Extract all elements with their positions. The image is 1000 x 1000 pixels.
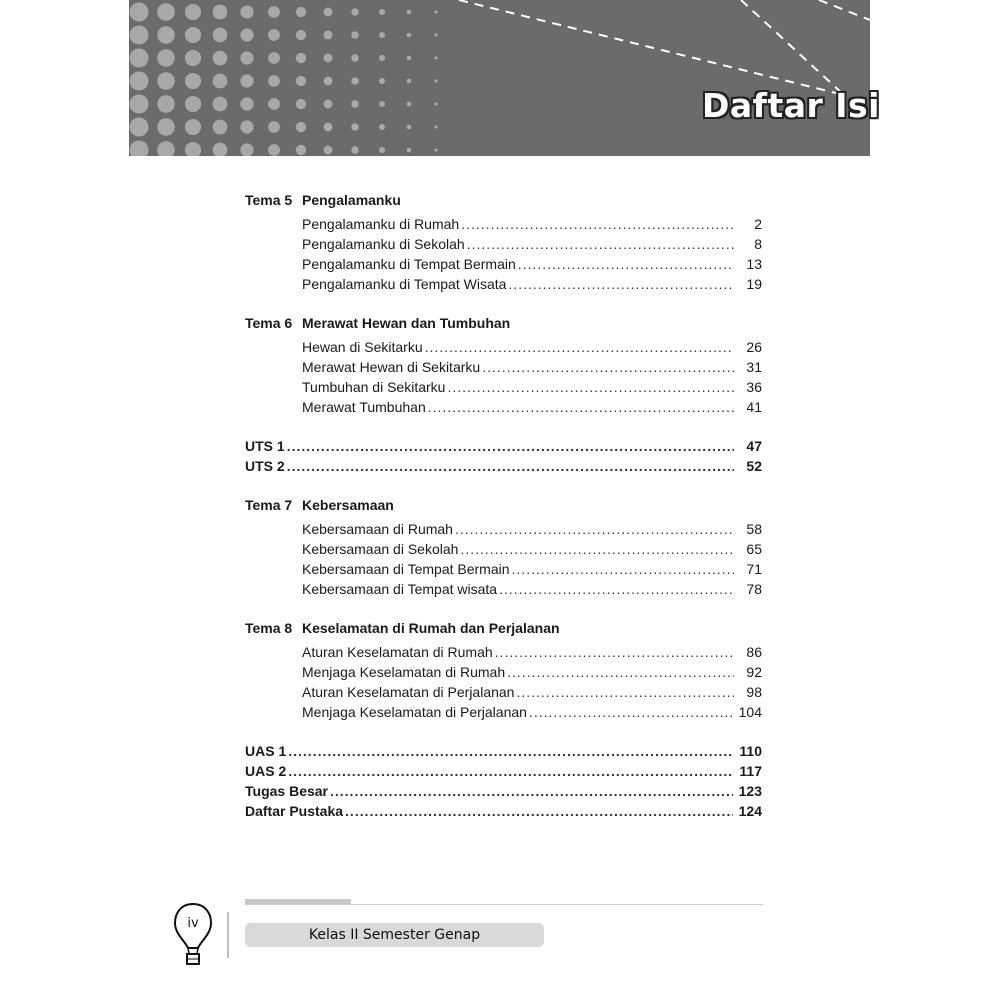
banner-dot — [324, 31, 333, 40]
theme-heading — [245, 618, 762, 638]
theme-number: Tema 5 — [245, 192, 293, 208]
banner-dot — [213, 28, 228, 43]
banner-dot — [379, 9, 385, 15]
toc-entry-page: 26 — [746, 339, 762, 355]
toc-entry[interactable] — [245, 702, 762, 722]
dot-leader — [507, 662, 734, 682]
dot-leader — [330, 781, 733, 801]
banner-dot — [268, 121, 280, 133]
banner-dot — [240, 120, 253, 133]
toc-entry-label: Pengalamanku di Tempat Wisata — [302, 276, 507, 292]
banner-dot — [351, 54, 358, 61]
banner-dot — [379, 78, 385, 84]
banner-dot — [240, 5, 253, 18]
toc-section — [245, 190, 762, 294]
banner-dot — [351, 31, 358, 38]
toc-entry-label: UTS 2 — [245, 458, 285, 474]
toc-section — [245, 495, 762, 599]
banner-dot — [157, 118, 175, 136]
banner-dot — [407, 33, 412, 38]
banner-dot — [351, 77, 358, 84]
toc-main-entry[interactable] — [245, 801, 762, 821]
toc-main-entry[interactable] — [245, 436, 762, 456]
banner-dot — [268, 52, 280, 64]
banner-dot — [157, 95, 175, 113]
dot-leader — [467, 234, 734, 254]
toc-entry-page: 71 — [746, 561, 762, 577]
dot-leader — [288, 761, 733, 781]
toc-section — [245, 436, 762, 476]
theme-number: Tema 6 — [245, 315, 293, 331]
banner-dot — [213, 5, 228, 20]
banner-dot — [351, 146, 358, 153]
toc-entry-label: Pengalamanku di Rumah — [302, 216, 460, 232]
dot-leader — [495, 642, 734, 662]
theme-heading — [245, 313, 762, 333]
banner-dot — [213, 74, 228, 89]
dot-leader — [287, 436, 734, 456]
toc-entry-label: Pengalamanku di Tempat Bermain — [302, 256, 516, 272]
hot-air-balloon-icon — [173, 902, 213, 966]
banner-dot — [268, 98, 280, 110]
banner-dot — [296, 122, 306, 132]
toc-entry-label: Tugas Besar — [245, 783, 328, 799]
toc-entry-label: Menjaga Keselamatan di Perjalanan — [302, 704, 527, 720]
table-of-contents — [245, 190, 762, 840]
banner-dot — [130, 49, 149, 68]
toc-entry[interactable] — [245, 377, 762, 397]
toc-entry-page: 123 — [738, 783, 762, 799]
toc-entry[interactable] — [245, 357, 762, 377]
toc-section — [245, 313, 762, 417]
toc-main-entry[interactable] — [245, 761, 762, 781]
banner-dot — [268, 144, 280, 156]
toc-entry-page: 52 — [746, 458, 762, 474]
toc-entry-label: Kebersamaan di Tempat wisata — [302, 581, 498, 597]
toc-entry-page: 41 — [746, 399, 762, 415]
banner-dot — [407, 79, 412, 84]
banner-dot — [213, 120, 228, 135]
toc-entry[interactable] — [245, 559, 762, 579]
toc-entry-page: 98 — [746, 684, 762, 700]
banner-dot — [185, 119, 201, 135]
banner-dot — [434, 125, 437, 128]
banner-dot — [407, 102, 412, 107]
banner-dot — [130, 72, 149, 91]
banner-dot — [296, 7, 306, 17]
toc-entry-label: Menjaga Keselamatan di Rumah — [302, 664, 506, 680]
toc-entry-label: Daftar Pustaka — [245, 803, 344, 819]
banner-dot — [268, 6, 280, 18]
dot-pattern — [129, 0, 870, 156]
toc-entry-label: Kebersamaan di Rumah — [302, 521, 453, 537]
banner-dot — [434, 33, 437, 36]
banner-dot — [407, 56, 412, 61]
toc-entry-page: 8 — [754, 236, 762, 252]
dot-leader — [428, 397, 734, 417]
toc-entry[interactable] — [245, 397, 762, 417]
theme-heading — [245, 495, 762, 515]
banner-dot — [240, 97, 253, 110]
dot-leader — [447, 377, 734, 397]
toc-entry-page: 2 — [754, 216, 762, 232]
toc-entry-label: Pengalamanku di Sekolah — [302, 236, 465, 252]
toc-entry-label: UAS 1 — [245, 743, 287, 759]
banner-dot — [213, 143, 228, 156]
banner-dot — [185, 96, 201, 112]
banner-dot — [157, 72, 175, 90]
dot-leader — [516, 682, 734, 702]
banner-dot — [185, 4, 201, 20]
banner-dot — [185, 50, 201, 66]
toc-entry-page: 117 — [739, 763, 762, 779]
banner-dot — [213, 51, 228, 66]
dot-leader — [512, 559, 734, 579]
footer-separator — [227, 912, 229, 958]
toc-entry-label: Kebersamaan di Sekolah — [302, 541, 459, 557]
banner-dot — [130, 26, 149, 45]
theme-title: Kebersamaan — [302, 497, 394, 513]
page-title: Daftar Isi — [701, 86, 880, 125]
toc-entry[interactable] — [245, 662, 762, 682]
dot-leader — [461, 214, 734, 234]
banner-dot — [351, 100, 358, 107]
banner-dot — [296, 145, 306, 155]
banner-dot — [185, 27, 201, 43]
banner-dot — [351, 123, 358, 130]
banner-dot — [379, 101, 385, 107]
theme-number: Tema 7 — [245, 497, 293, 513]
toc-entry[interactable] — [245, 254, 762, 274]
theme-heading — [245, 190, 762, 210]
toc-entry-page: 86 — [746, 644, 762, 660]
toc-main-entry[interactable] — [245, 456, 762, 476]
banner-dot — [324, 77, 333, 86]
dot-leader — [455, 519, 734, 539]
toc-entry-page: 104 — [738, 704, 762, 720]
toc-entry-page: 92 — [746, 664, 762, 680]
toc-entry-label: UAS 2 — [245, 763, 287, 779]
dot-leader — [460, 539, 734, 559]
banner-dot — [434, 56, 437, 59]
toc-entry-page: 78 — [746, 581, 762, 597]
toc-entry[interactable] — [245, 519, 762, 539]
toc-entry-page: 124 — [738, 803, 762, 819]
banner-dot — [324, 8, 333, 17]
dot-leader — [482, 357, 734, 377]
toc-entry-page: 58 — [746, 521, 762, 537]
banner-dot — [157, 49, 175, 67]
dot-leader — [518, 254, 734, 274]
toc-entry-label: Aturan Keselamatan di Perjalanan — [302, 684, 515, 700]
banner-dot — [379, 32, 385, 38]
dot-leader — [529, 702, 733, 722]
page-number: iv — [187, 916, 199, 931]
banner-dot — [407, 125, 412, 130]
banner-dot — [268, 29, 280, 41]
footer-divider — [245, 904, 763, 905]
toc-entry[interactable] — [245, 579, 762, 599]
banner-dot — [351, 8, 358, 15]
banner-dot — [157, 141, 175, 156]
toc-entry-page: 36 — [746, 379, 762, 395]
banner-dot — [157, 26, 175, 44]
banner-dot — [379, 124, 385, 130]
toc-entry[interactable] — [245, 539, 762, 559]
toc-entry[interactable] — [245, 234, 762, 254]
banner-dot — [296, 53, 306, 63]
header-banner — [129, 0, 870, 156]
theme-title: Keselamatan di Rumah dan Perjalanan — [302, 620, 560, 636]
banner-dot — [213, 97, 228, 112]
toc-entry[interactable] — [245, 337, 762, 357]
banner-dot — [434, 79, 437, 82]
dot-leader — [288, 741, 733, 761]
banner-dot — [407, 10, 412, 15]
banner-dot — [240, 51, 253, 64]
banner-dot — [157, 3, 175, 21]
theme-number: Tema 8 — [245, 620, 293, 636]
banner-dot — [296, 99, 306, 109]
toc-entry-page: 110 — [739, 743, 762, 759]
toc-entry[interactable] — [245, 642, 762, 662]
toc-entry-page: 19 — [746, 276, 762, 292]
toc-entry-label: Kebersamaan di Tempat Bermain — [302, 561, 510, 577]
toc-entry[interactable] — [245, 274, 762, 294]
theme-title: Pengalamanku — [302, 192, 401, 208]
toc-entry-page: 13 — [746, 256, 762, 272]
theme-title: Merawat Hewan dan Tumbuhan — [302, 315, 511, 331]
banner-dot — [130, 3, 149, 22]
dot-leader — [425, 337, 734, 357]
banner-dot — [130, 95, 149, 114]
toc-entry-label: Merawat Tumbuhan — [302, 399, 426, 415]
banner-dot — [296, 76, 306, 86]
banner-dot — [324, 100, 333, 109]
dot-leader — [345, 801, 733, 821]
dot-leader — [508, 274, 734, 294]
banner-dot — [434, 102, 437, 105]
toc-entry-label: UTS 1 — [245, 438, 285, 454]
banner-dot — [268, 75, 280, 87]
banner-dot — [324, 54, 333, 63]
banner-dot — [434, 148, 437, 151]
toc-entry-page: 31 — [746, 359, 762, 375]
toc-entry-label: Hewan di Sekitarku — [302, 339, 423, 355]
dot-leader — [287, 456, 734, 476]
toc-section — [245, 741, 762, 821]
toc-entry-label: Tumbuhan di Sekitarku — [302, 379, 446, 395]
dot-leader — [499, 579, 734, 599]
toc-main-entry[interactable] — [245, 781, 762, 801]
banner-dot — [379, 147, 385, 153]
toc-entry[interactable] — [245, 682, 762, 702]
banner-dot — [240, 143, 253, 156]
banner-dot — [434, 10, 437, 13]
toc-section — [245, 618, 762, 722]
banner-dot — [296, 30, 306, 40]
toc-entry-label: Aturan Keselamatan di Rumah — [302, 644, 493, 660]
banner-dot — [324, 123, 333, 132]
toc-entry[interactable] — [245, 214, 762, 234]
banner-dot — [379, 55, 385, 61]
banner-dot — [130, 141, 149, 157]
banner-dot — [407, 148, 412, 153]
banner-dot — [185, 142, 201, 156]
book-label: Kelas II Semester Genap — [245, 923, 544, 947]
toc-entry-label: Merawat Hewan di Sekitarku — [302, 359, 481, 375]
banner-dot — [185, 73, 201, 89]
toc-entry-page: 65 — [746, 541, 762, 557]
toc-main-entry[interactable] — [245, 741, 762, 761]
banner-dot — [240, 28, 253, 41]
toc-entry-page: 47 — [746, 438, 762, 454]
banner-dot — [324, 146, 333, 155]
banner-dot — [130, 118, 149, 137]
banner-dot — [240, 74, 253, 87]
